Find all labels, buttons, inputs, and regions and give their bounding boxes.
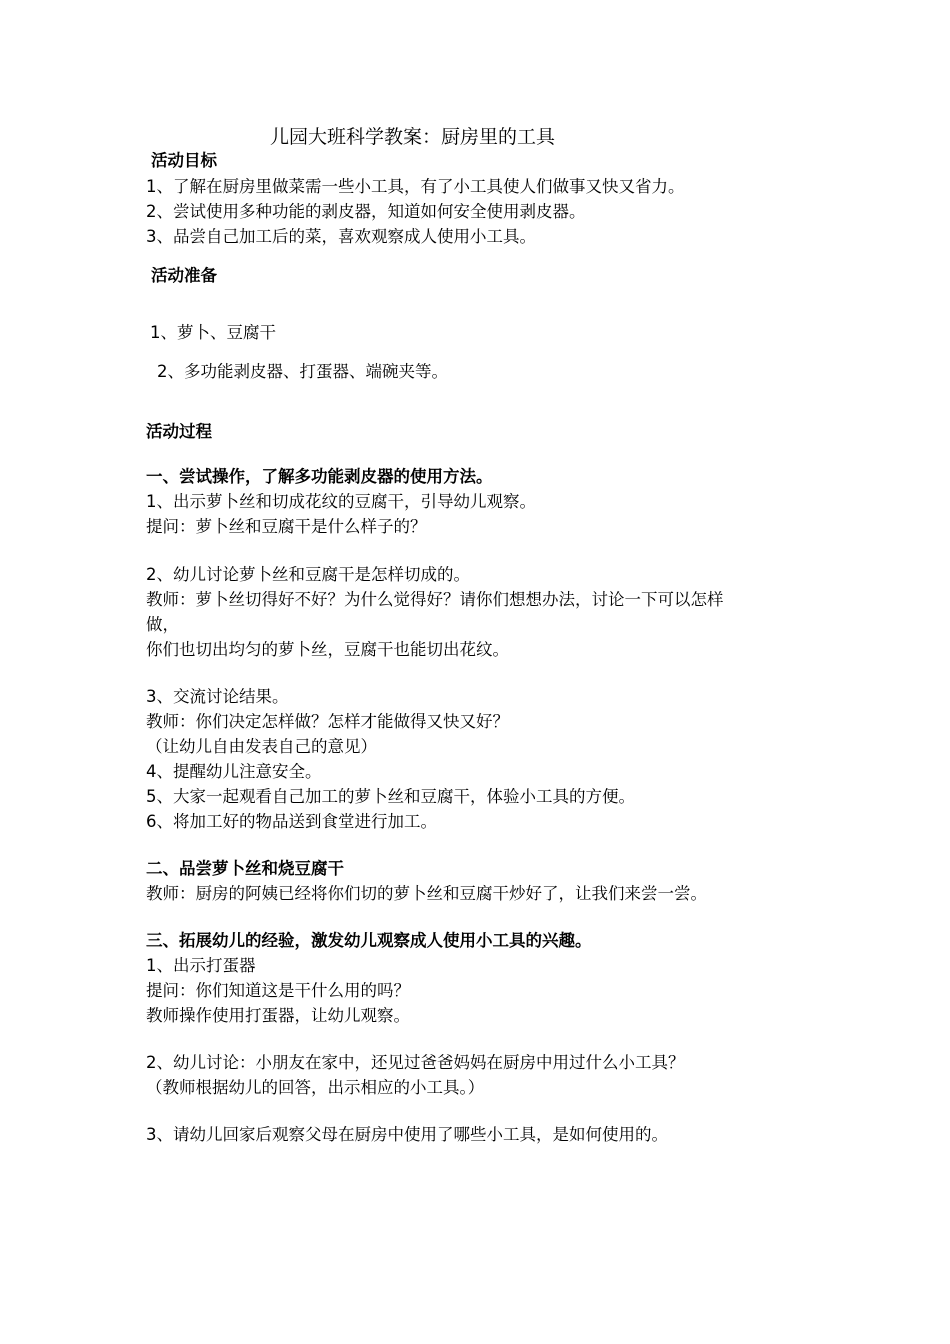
preparation-heading: 活动准备 xyxy=(151,266,217,285)
section3-heading: 三、拓展幼儿的经验，激发幼儿观察成人使用小工具的兴趣。 xyxy=(146,931,592,950)
section1-line: 5、大家一起观看自己加工的萝卜丝和豆腐干，体验小工具的方便。 xyxy=(146,787,635,806)
section1-line: 2、幼儿讨论萝卜丝和豆腐干是怎样切成的。 xyxy=(146,565,470,584)
goals-heading: 活动目标 xyxy=(151,151,217,170)
preparation-item: 1、萝卜、豆腐干 xyxy=(150,323,276,342)
goals-item: 1、了解在厨房里做菜需一些小工具，有了小工具使人们做事又快又省力。 xyxy=(146,177,685,196)
section1-line: 提问：萝卜丝和豆腐干是什么样子的？ xyxy=(146,517,427,536)
section3-line: 提问：你们知道这是干什么用的吗？ xyxy=(146,981,410,1000)
section2-heading: 二、品尝萝卜丝和烧豆腐干 xyxy=(146,859,344,878)
section1-line: 6、将加工好的物品送到食堂进行加工。 xyxy=(146,812,437,831)
document-title: 儿园大班科学教案：厨房里的工具 xyxy=(270,126,556,148)
section1-line: 1、出示萝卜丝和切成花纹的豆腐干，引导幼儿观察。 xyxy=(146,492,536,511)
section1-line: （让幼儿自由发表自己的意见） xyxy=(146,737,377,756)
section2-line: 教师：厨房的阿姨已经将你们切的萝卜丝和豆腐干炒好了，让我们来尝一尝。 xyxy=(146,884,707,903)
section1-line: 你们也切出均匀的萝卜丝，豆腐干也能切出花纹。 xyxy=(146,640,509,659)
section1-line: 做， xyxy=(146,615,179,634)
section3-line: 教师操作使用打蛋器，让幼儿观察。 xyxy=(146,1006,410,1025)
section3-line: 1、出示打蛋器 xyxy=(146,956,256,975)
section1-line: 教师：萝卜丝切得好不好？为什么觉得好？请你们想想办法，讨论一下可以怎样 xyxy=(146,590,724,609)
section1-line: 4、提醒幼儿注意安全。 xyxy=(146,762,322,781)
section1-line: 3、交流讨论结果。 xyxy=(146,687,289,706)
section1-line: 教师：你们决定怎样做？怎样才能做得又快又好？ xyxy=(146,712,509,731)
preparation-item: 2、多功能剥皮器、打蛋器、端碗夹等。 xyxy=(157,362,448,381)
section3-line: 3、请幼儿回家后观察父母在厨房中使用了哪些小工具，是如何使用的。 xyxy=(146,1125,668,1144)
section3-line: 2、幼儿讨论：小朋友在家中，还见过爸爸妈妈在厨房中用过什么小工具？ xyxy=(146,1053,685,1072)
section1-heading: 一、尝试操作，了解多功能剥皮器的使用方法。 xyxy=(146,467,493,486)
section3-line: （教师根据幼儿的回答，出示相应的小工具。） xyxy=(146,1078,485,1097)
goals-item: 3、品尝自己加工后的菜，喜欢观察成人使用小工具。 xyxy=(146,227,536,246)
process-heading: 活动过程 xyxy=(146,422,212,441)
goals-item: 2、尝试使用多种功能的剥皮器，知道如何安全使用剥皮器。 xyxy=(146,202,586,221)
